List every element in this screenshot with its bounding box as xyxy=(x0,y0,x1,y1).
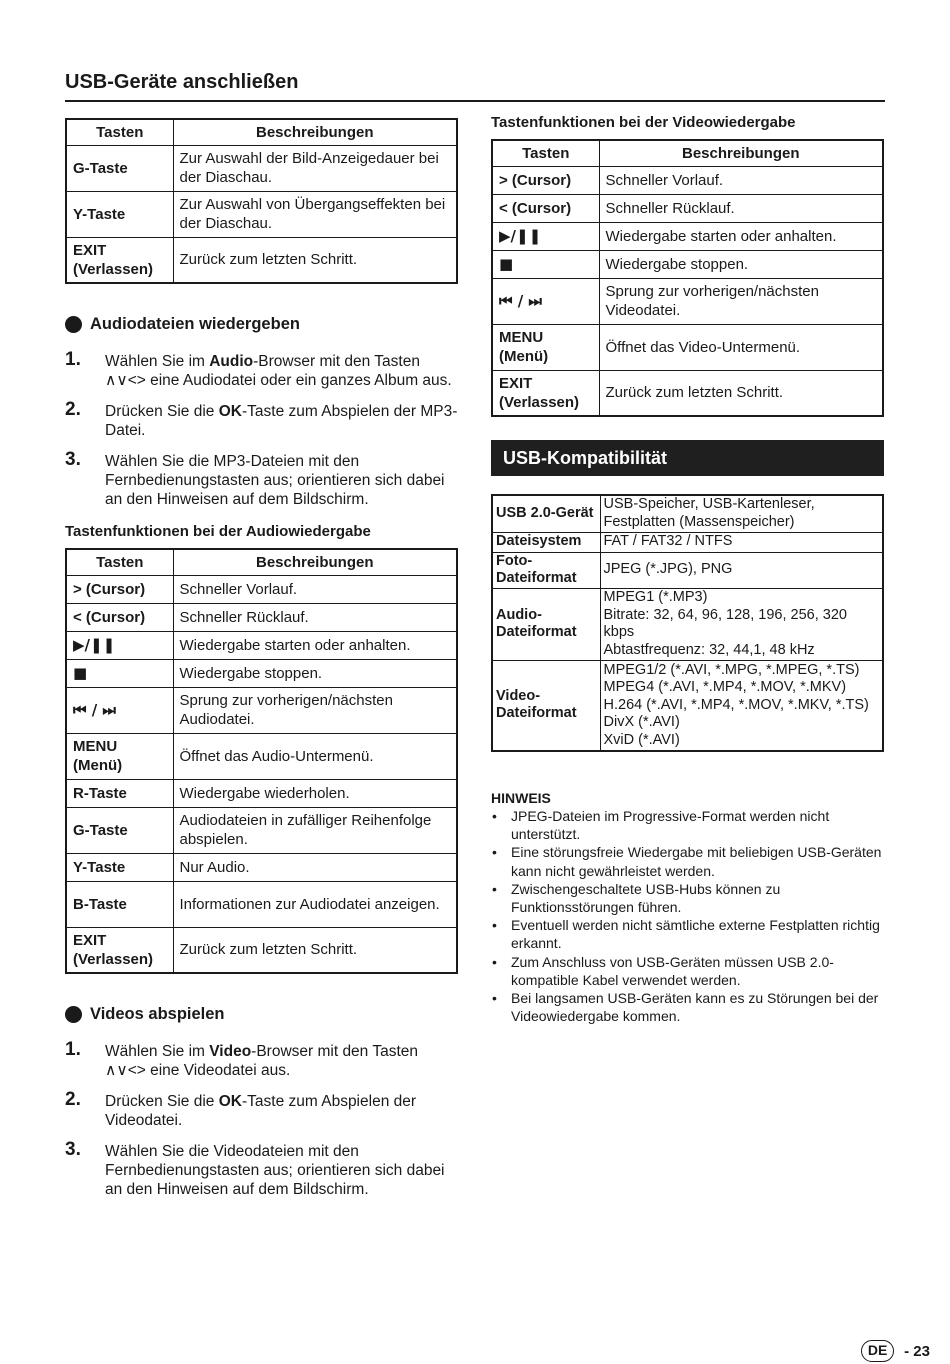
key-cell: Y-Taste xyxy=(66,853,173,881)
key-cell: B-Taste xyxy=(66,881,173,927)
table-row xyxy=(66,927,457,973)
header-descriptions: Beschreibungen xyxy=(599,140,883,166)
usb-compat-banner: USB-Kompatibilität xyxy=(491,440,884,476)
table-header-row xyxy=(492,140,883,166)
step-number: 1. xyxy=(65,349,81,370)
table-row xyxy=(492,166,883,194)
step-number: 3. xyxy=(65,1139,81,1160)
step-item xyxy=(65,1139,458,1199)
page-footer xyxy=(861,1340,930,1362)
desc-cell: Zurück zum letzten Schritt. xyxy=(173,927,457,973)
table-row xyxy=(492,194,883,222)
desc-cell: Informationen zur Audiodatei anzeigen. xyxy=(173,881,457,927)
step-item xyxy=(65,1039,458,1080)
note-title: HINWEIS xyxy=(491,790,551,806)
step-text-pre: Drücken Sie die xyxy=(105,1093,219,1110)
desc-cell: Wiedergabe starten oder anhalten. xyxy=(173,631,457,659)
table-row xyxy=(66,575,457,603)
compat-line: JPEG (*.JPG), PNG xyxy=(603,561,733,578)
compat-line: Abtastfrequenz: 32, 44,1, 48 kHz xyxy=(603,641,815,658)
compat-key: Foto-Dateiformat xyxy=(492,552,600,588)
note-item: • Eventuell werden nicht sämtliche externe Festplatten richtig erkannt. xyxy=(491,916,884,952)
audio-title-text: Audiodateien wiedergeben xyxy=(90,315,300,333)
compat-row xyxy=(492,660,883,751)
table-row xyxy=(66,881,457,927)
table-header-row xyxy=(66,549,457,575)
compat-line: Bitrate: 32, 64, 96, 128, 196, 256, 320 kbps xyxy=(603,606,847,640)
video-keys-table xyxy=(491,139,884,417)
compat-row xyxy=(492,588,883,660)
compat-row xyxy=(492,552,883,588)
compat-line: MPEG1 (*.MP3) xyxy=(603,589,708,605)
key-cell: EXIT (Verlassen) xyxy=(66,237,173,283)
key-cell: EXIT (Verlassen) xyxy=(66,927,173,973)
step-text: Wählen Sie die MP3-Dateien mit den Fernbedienungstasten aus; orientieren sich dabei an den Hinweisen auf dem Bildschirm. xyxy=(105,453,445,508)
desc-cell: Wiedergabe wiederholen. xyxy=(173,779,457,807)
key-cell: EXIT (Verlassen) xyxy=(492,370,599,416)
table-row xyxy=(66,237,457,283)
note-item: • Zum Anschluss von USB-Geräten müssen USB 2.0-kompatible Kabel verwendet werden. xyxy=(491,953,884,989)
compat-row xyxy=(492,532,883,552)
table-row xyxy=(66,145,457,191)
bullet-icon xyxy=(65,316,82,333)
table-row xyxy=(66,733,457,779)
compat-line: H.264 (*.AVI, *.MP4, *.MOV, *.MKV, *.TS) xyxy=(603,696,869,713)
header-keys: Tasten xyxy=(492,140,599,166)
step-number: 2. xyxy=(65,1089,81,1110)
table-row xyxy=(66,631,457,659)
table-row xyxy=(492,222,883,250)
desc-cell: Sprung zur vorherigen/nächsten Videodatei. xyxy=(599,278,883,324)
page-header xyxy=(65,68,885,102)
slideshow-keys-table xyxy=(65,118,458,284)
usb-compat-table xyxy=(491,494,884,752)
compat-line: USB-Speicher, USB-Kartenleser, xyxy=(603,496,815,513)
step-number: 2. xyxy=(65,399,81,420)
desc-cell: Wiedergabe stoppen. xyxy=(173,659,457,687)
table-row xyxy=(492,250,883,278)
note-item: • Zwischengeschaltete USB-Hubs können zu Funktionsstörungen führen. xyxy=(491,880,884,916)
header-descriptions: Beschreibungen xyxy=(173,119,457,145)
note-item: • Eine störungsfreie Wiedergabe mit beliebigen USB-Geräten kann nicht gewährleistet werden. xyxy=(491,843,884,879)
header-keys: Tasten xyxy=(66,549,173,575)
compat-key: Video-Dateiformat xyxy=(492,660,600,751)
compat-line: MPEG4 (*.AVI, *.MP4, *.MOV, *.MKV) xyxy=(603,679,847,695)
skip-prev-next-icon: ⏮ / ⏭ xyxy=(492,278,599,324)
step-item xyxy=(65,349,458,390)
note-item: • JPEG-Dateien im Progressive-Format werden nicht unterstützt. xyxy=(491,807,884,843)
video-steps xyxy=(65,1039,458,1199)
compat-line: XviD (*.AVI) xyxy=(603,731,680,748)
video-title-text: Videos abspielen xyxy=(90,1005,225,1023)
step-text-bold: Video xyxy=(209,1043,252,1060)
desc-cell: Öffnet das Video-Untermenü. xyxy=(599,324,883,370)
step-text-bold: OK xyxy=(218,1093,242,1110)
step-text-post: -Taste zum Abspielen der Videodatei. xyxy=(105,1093,417,1129)
desc-cell: Zurück zum letzten Schritt. xyxy=(173,237,457,283)
desc-cell: Nur Audio. xyxy=(173,853,457,881)
page-title: USB-Geräte anschließen xyxy=(65,71,299,93)
table-header-row xyxy=(66,119,457,145)
desc-cell: Wiedergabe stoppen. xyxy=(599,250,883,278)
play-pause-icon: ▶/❚❚ xyxy=(492,222,599,250)
key-cell: > (Cursor) xyxy=(66,575,173,603)
compat-row xyxy=(492,495,883,532)
compat-line: Festplatten (Massenspeicher) xyxy=(603,513,795,530)
compat-line: MPEG1/2 (*.AVI, *.MPG, *.MPEG, *.TS) xyxy=(603,661,860,678)
step-text-post: -Browser mit den Tasten ∧∨<> eine Videodatei aus. xyxy=(105,1043,418,1079)
right-column xyxy=(491,114,884,1025)
bullet-icon xyxy=(65,1006,82,1023)
compat-value xyxy=(600,495,883,532)
desc-cell: Schneller Rücklauf. xyxy=(599,194,883,222)
compat-line: FAT / FAT32 / NTFS xyxy=(603,533,733,550)
step-text-post: -Browser mit den Tasten ∧∨<> eine Audiodatei oder ein ganzes Album aus. xyxy=(105,353,452,389)
desc-cell: Schneller Rücklauf. xyxy=(173,603,457,631)
step-number: 1. xyxy=(65,1039,81,1060)
video-table-title: Tastenfunktionen bei der Videowiedergabe xyxy=(491,114,796,131)
table-row xyxy=(66,853,457,881)
table-row xyxy=(66,603,457,631)
compat-key: Audio-Dateiformat xyxy=(492,588,600,660)
table-row xyxy=(66,191,457,237)
step-text-pre: Drücken Sie die xyxy=(105,403,219,420)
video-section-title xyxy=(65,1005,458,1024)
step-text-pre: Wählen Sie im xyxy=(105,1043,210,1060)
desc-cell: Öffnet das Audio-Untermenü. xyxy=(173,733,457,779)
table-row xyxy=(66,779,457,807)
note-list xyxy=(491,807,884,1025)
step-text: Wählen Sie die Videodateien mit den Fernbedienungstasten aus; orientieren sich dabei an den Hinweisen auf dem Bildschirm. xyxy=(105,1143,445,1198)
desc-cell: Schneller Vorlauf. xyxy=(173,575,457,603)
language-badge: DE xyxy=(861,1340,894,1362)
audio-keys-table xyxy=(65,548,458,974)
header-descriptions: Beschreibungen xyxy=(173,549,457,575)
audio-section-title xyxy=(65,315,458,334)
desc-cell: Schneller Vorlauf. xyxy=(599,166,883,194)
header-keys: Tasten xyxy=(66,119,173,145)
note-item: • Bei langsamen USB-Geräten kann es zu Störungen bei der Videowiedergabe kommen. xyxy=(491,989,884,1025)
desc-cell: Sprung zur vorherigen/nächsten Audiodatei. xyxy=(173,687,457,733)
compat-value xyxy=(600,660,883,751)
step-text-pre: Wählen Sie im xyxy=(105,353,210,370)
step-text-bold: Audio xyxy=(209,353,254,370)
step-item xyxy=(65,449,458,509)
table-row xyxy=(66,659,457,687)
table-row xyxy=(66,687,457,733)
key-cell: < (Cursor) xyxy=(492,194,599,222)
step-text-post: -Taste zum Abspielen der MP3-Datei. xyxy=(105,403,458,439)
step-item xyxy=(65,399,458,440)
compat-line: DivX (*.AVI) xyxy=(603,714,680,730)
key-cell: R-Taste xyxy=(66,779,173,807)
play-pause-icon: ▶/❚❚ xyxy=(66,631,173,659)
key-cell: < (Cursor) xyxy=(66,603,173,631)
table-row xyxy=(492,278,883,324)
key-cell: G-Taste xyxy=(66,807,173,853)
audio-table-title: Tastenfunktionen bei der Audiowiedergabe xyxy=(65,523,371,540)
desc-cell: Zur Auswahl der Bild-Anzeigedauer bei der Diaschau. xyxy=(173,145,457,191)
step-text-bold: OK xyxy=(218,403,242,420)
table-row xyxy=(492,370,883,416)
step-number: 3. xyxy=(65,449,81,470)
compat-key: USB 2.0-Gerät xyxy=(492,495,600,532)
table-row xyxy=(66,807,457,853)
stop-icon: ■ xyxy=(66,659,173,687)
key-cell: MENU (Menü) xyxy=(492,324,599,370)
key-cell: G-Taste xyxy=(66,145,173,191)
left-column xyxy=(65,118,458,1211)
step-item xyxy=(65,1089,458,1130)
key-cell: > (Cursor) xyxy=(492,166,599,194)
compat-value xyxy=(600,552,883,588)
desc-cell: Wiedergabe starten oder anhalten. xyxy=(599,222,883,250)
desc-cell: Zur Auswahl von Übergangseffekten bei der Diaschau. xyxy=(173,191,457,237)
key-cell: Y-Taste xyxy=(66,191,173,237)
table-row xyxy=(492,324,883,370)
compat-key: Dateisystem xyxy=(492,532,600,552)
page-number: - 23 xyxy=(904,1342,930,1360)
compat-value xyxy=(600,532,883,552)
audio-steps xyxy=(65,349,458,509)
stop-icon: ■ xyxy=(492,250,599,278)
compat-value xyxy=(600,588,883,660)
desc-cell: Audiodateien in zufälliger Reihenfolge abspielen. xyxy=(173,807,457,853)
key-cell: MENU (Menü) xyxy=(66,733,173,779)
desc-cell: Zurück zum letzten Schritt. xyxy=(599,370,883,416)
skip-prev-next-icon: ⏮ / ⏭ xyxy=(66,687,173,733)
